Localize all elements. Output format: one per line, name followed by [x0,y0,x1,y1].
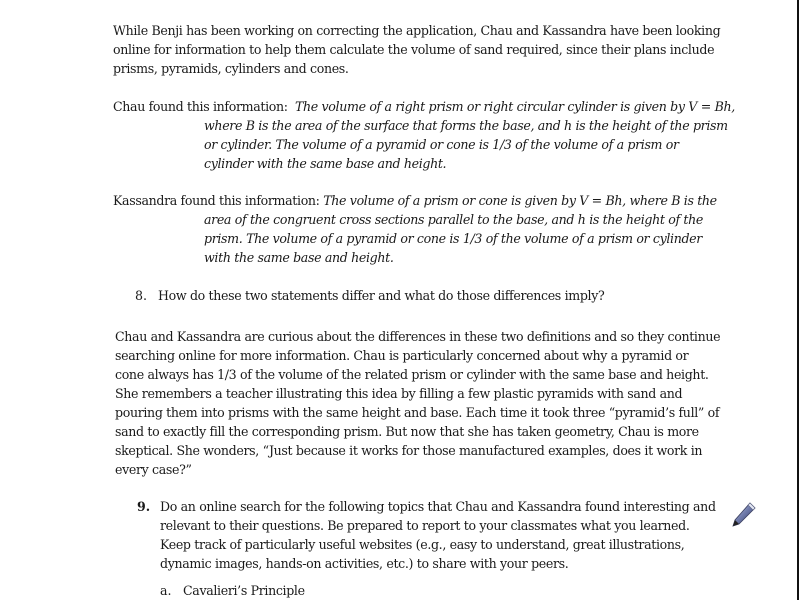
kassandra-info-label: Kassandra found this information: [113,193,320,208]
paragraph-line: cone always has 1/3 of the volume of the related prism or cylinder with the same base and height. [115,367,709,382]
paragraph-line: pouring them into prisms with the same height and base. Each time it took three “pyramid’s full” of [115,405,720,420]
chau-info-text: The volume of a right prism or right circular cylinder is given by V = Bh, [294,99,735,114]
question-8-number: 8. [135,288,148,303]
subitem-a-text: Cavalieri’s Principle [183,583,305,598]
chau-info-text: cylinder with the same base and height. [204,156,447,171]
intro-line: While Benji has been working on correcting the application, Chau and Kassandra have been looking [113,23,721,38]
paragraph-line: She remembers a teacher illustrating this idea by filling a few plastic pyramids with sand and [115,386,683,401]
chau-info-text: where B is the area of the surface that forms the base, and h is the height of the prism [204,118,728,133]
subitem-a-letter: a. [160,583,172,598]
kassandra-info-text: with the same base and height. [204,250,394,265]
kassandra-info-text: area of the congruent cross sections parallel to the base, and h is the height of the [204,212,704,227]
kassandra-info-text: prism. The volume of a pyramid or cone is 1/3 of the volume of a prism or cylinder [204,231,702,246]
paragraph-line: Chau and Kassandra are curious about the differences in these two definitions and so they continue [115,329,721,344]
question-8-text: How do these two statements differ and what do those differences imply? [158,288,605,303]
pencil-icon [730,500,758,528]
question-9-line: Keep track of particularly useful websites (e.g., easy to understand, great illustrations, [160,537,685,552]
question-9-line: relevant to their questions. Be prepared to report to your classmates what you learned. [160,518,690,533]
question-9-line: Do an online search for the following topics that Chau and Kassandra found interesting and [160,499,716,514]
paragraph-line: skeptical. She wonders, “Just because it works for those manufactured examples, does it work in [115,443,703,458]
chau-info-first-line [113,97,735,116]
question-9-line: dynamic images, hands-on activities, etc.) to share with your peers. [160,556,569,571]
page-border [797,0,799,600]
intro-line: prisms, pyramids, cylinders and cones. [113,61,349,76]
paragraph-line: sand to exactly fill the corresponding prism. But now that she has taken geometry, Chau is more [115,424,699,439]
paragraph-line: every case?” [115,462,192,477]
question-9-number: 9. [137,499,151,514]
chau-info-label: Chau found this information: [113,99,288,114]
intro-line: online for information to help them calculate the volume of sand required, since their plans include [113,42,715,57]
kassandra-info-first-line [113,191,717,210]
kassandra-info-text: The volume of a prism or cone is given by V = Bh, where B is the [323,193,717,208]
chau-info-text: or cylinder. The volume of a pyramid or cone is 1/3 of the volume of a prism or [204,137,679,152]
paragraph-line: searching online for more information. Chau is particularly concerned about why a pyramid or [115,348,689,363]
